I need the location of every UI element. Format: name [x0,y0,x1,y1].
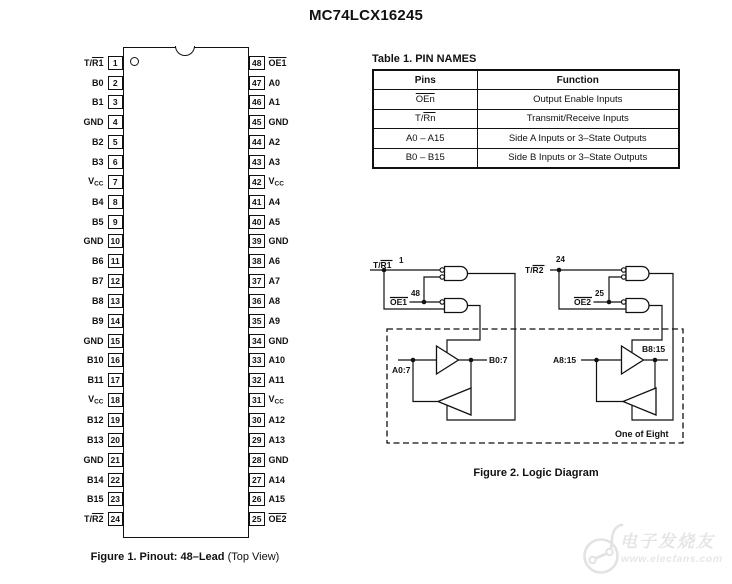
pin-row [249,234,289,249]
pin-row [249,393,284,408]
pin-row [0,75,123,90]
pin-label: A1 [268,97,281,108]
pin-row [249,353,285,368]
pin-number-box: 37 [249,274,265,288]
pin-row [249,174,284,189]
pin-number-box: 2 [108,76,124,90]
oe2-up-wire [609,277,622,302]
pin-number-box: 14 [108,314,124,328]
table1-title: Table 1. PIN NAMES [372,53,477,65]
pin-label: B14 [86,474,104,485]
oe2-label: OE2 [574,297,592,307]
function-cell: Transmit/Receive Inputs [477,109,679,129]
pin-row [249,313,280,328]
pin-row [0,135,123,150]
pin-row [0,492,123,507]
pin-number-box: 11 [108,254,124,268]
pin-label: A13 [268,434,286,445]
pin-row [249,154,280,169]
pin-row [249,214,280,229]
pin-row [249,373,285,388]
pin-label: B12 [86,415,104,425]
pin-number-box: 41 [249,195,265,209]
pin-label: A10 [268,355,286,366]
pin-number-box: 12 [108,274,124,288]
pin-number-box: 23 [108,492,124,506]
pin-number-box: 33 [249,353,265,367]
pin-number-box: 26 [249,492,265,506]
pin-number-box: 22 [108,473,124,487]
pin-label: B15 [86,494,104,505]
pin-label: B8 [91,295,104,306]
pin-label: A11 [268,375,285,386]
pin-number-box: 10 [108,234,124,248]
tr2-label: T/R2 [525,265,544,275]
figure1-caption-normal: (Top View) [224,551,280,563]
pin-number-box: 13 [108,294,124,308]
pin-label: A14 [268,474,286,485]
pin-row [249,333,289,348]
nand-gate [626,299,649,313]
pin-row [0,472,123,487]
pin-label: A15 [268,494,286,505]
pin-number-box: 45 [249,115,265,129]
pin-row [0,55,123,70]
inverter-bubble-icon [440,300,444,304]
pin-number-box: 5 [108,135,124,149]
oe2-pin-number: 25 [595,289,604,298]
pin-number-box: 34 [249,334,265,348]
watermark-url-text: www.elecfans.com [621,553,723,565]
table-row [373,90,679,110]
pin-label: A4 [268,196,281,207]
pin-row [0,174,123,189]
table-header-function: Function [477,70,679,90]
pin-cell: B0 – B15 [373,148,477,168]
inverter-bubble-icon [622,300,626,304]
pin-row [249,135,280,150]
pin-row [0,373,123,388]
pin-number-box: 15 [108,334,124,348]
table-row [373,148,679,168]
pin-row [0,274,123,289]
pin-row [249,472,285,487]
pin-number-box: 46 [249,95,265,109]
pin-number-box: 19 [108,413,124,427]
pin-label: T/R2 [83,514,104,525]
pin-number-box: 17 [108,373,124,387]
pin-label: B4 [91,196,104,207]
pin-label: B3 [91,156,104,167]
pin-number-box: 44 [249,135,265,149]
junction-dots [382,268,474,363]
pin-label: A8 [268,295,281,306]
function-cell: Output Enable Inputs [477,90,679,110]
a815-to-lower-buffer-wire [597,360,624,402]
pin-number-box: 29 [249,433,265,447]
pin-row [0,512,123,527]
pin-number-box: 42 [249,175,265,189]
pin-number-box: 28 [249,453,265,467]
pin-label: VCC [88,176,104,188]
pin-number-box: 9 [108,215,124,229]
tr1-pin-number: 1 [399,256,404,265]
pin-row [0,234,123,249]
pin-names-table [372,69,680,169]
pin-label: OE1 [268,57,287,68]
inverter-bubble-icon [622,275,626,279]
pin-number-box: 21 [108,453,124,467]
pin-label: VCC [268,394,284,406]
pin-label: GND [268,236,289,247]
a07-to-lower-buffer-wire [413,360,438,402]
pin-label: A5 [268,216,281,227]
function-cell: Side B Inputs or 3–State Outputs [477,148,679,168]
pin-number-box: 36 [249,294,265,308]
pin-row [0,393,123,408]
pin-label: B13 [86,434,104,445]
pin-row [0,254,123,269]
pin-row [249,492,285,507]
pin-row [249,75,280,90]
pin-label: GND [268,454,289,465]
oe1-label: OE1 [390,297,408,307]
pin-number-box: 6 [108,155,124,169]
pin-number-box: 16 [108,353,124,367]
pin-number-box: 40 [249,215,265,229]
pin-cell: $T/\overline{Rn}$ [373,109,477,129]
pin-row [249,293,280,308]
pin-label: A7 [268,276,281,287]
pin-row [249,95,280,110]
pin-row [0,413,123,428]
pin-number-box: 35 [249,314,265,328]
pin-label: B6 [91,256,104,267]
pin-label: T/R1 [83,57,104,68]
figure1-caption-bold: Figure 1. Pinout: 48–Lead [90,551,225,563]
pin-number-box: 48 [249,56,265,70]
pin-row [249,194,280,209]
page-title: MC74LCX16245 [308,7,424,24]
pin-label: GND [83,117,104,128]
watermark-chinese-text: 电子发烧友 [620,532,715,551]
pin-row [0,194,123,209]
pin-label: A12 [268,415,286,425]
pin-number-box: 32 [249,373,265,387]
pin-number-box: 8 [108,195,124,209]
b815-label: B8:15 [642,344,666,354]
nand-gate [445,267,468,281]
pin-number-box: 39 [249,234,265,248]
pin-label: VCC [88,394,104,406]
inverter-bubble-icon [440,268,444,272]
pin-label: GND [83,335,104,346]
pin-label: B0 [91,77,104,88]
pin-label: B7 [91,276,104,287]
a07-label: A0:7 [392,365,411,375]
one-of-eight-label: One of Eight [615,429,669,439]
figure2-caption: Figure 2. Logic Diagram [473,467,599,479]
pin-row [249,254,280,269]
pin-number-box: 27 [249,473,265,487]
pin-row [249,452,289,467]
pin-label: A9 [268,315,281,326]
inverter-bubble-icon [440,275,444,279]
pin-number-box: 1 [108,56,124,70]
pin-label: A2 [268,137,281,148]
pin-number-box: 47 [249,76,265,90]
pin-row [0,214,123,229]
pin-label: A3 [268,156,281,167]
oe1-pin-number: 48 [411,289,420,298]
pin-label: B2 [91,137,104,148]
function-cell: Side A Inputs or 3–State Outputs [477,129,679,149]
pin-number-box: 31 [249,393,265,407]
b07-label: B0:7 [489,355,508,365]
buffer-triangle [623,388,656,415]
pin-row [0,293,123,308]
tr2-down-wire [559,270,626,309]
pin1-indicator-icon [130,57,139,66]
table-row [373,109,679,129]
pin-row [0,452,123,467]
figure1-caption [40,551,330,563]
pin-label: B1 [91,97,104,108]
one-of-eight-dashed-box [387,329,683,443]
chip-body [123,47,249,538]
pin-label: B11 [87,375,104,386]
pin-label: GND [83,454,104,465]
tr2-pin-number: 24 [556,255,565,264]
pin-number-box: 38 [249,254,265,268]
pin-label: GND [268,117,289,128]
table-row [373,129,679,149]
pin-row [0,154,123,169]
pin-label: B10 [86,355,104,366]
inverter-bubble-icon [622,268,626,272]
pin-label: A0 [268,77,281,88]
pin-label: B9 [91,315,104,326]
pin-cell: A0 – A15 [373,129,477,149]
pin-cell: $\overline{OEn}$ [373,90,477,110]
pin-row [0,313,123,328]
pin-label: GND [83,236,104,247]
pin-row [249,432,285,447]
tr1-label: T/R1 [373,260,392,270]
pin-label: B5 [91,216,104,227]
buffer-triangle [438,388,471,415]
pin-label: A6 [268,256,281,267]
pin-number-box: 4 [108,115,124,129]
pin-row [0,432,123,447]
pin-row [0,115,123,130]
pin-row [0,95,123,110]
nand-gate [626,267,649,281]
pin-row [249,115,289,130]
pin-number-box: 25 [249,512,265,526]
pin-label: GND [268,335,289,346]
table-header-pins: Pins [373,70,477,90]
pin-number-box: 3 [108,95,124,109]
pin-row [0,353,123,368]
pin-number-box: 20 [108,433,124,447]
pin-number-box: 30 [249,413,265,427]
pin-number-box: 18 [108,393,124,407]
nand-gate [445,299,468,313]
pin-label: VCC [268,176,284,188]
figure2-logic-diagram [370,240,702,470]
a815-label: A8:15 [553,355,577,365]
pin-row [249,512,287,527]
pin-row [249,274,280,289]
pin-row [249,413,285,428]
pin-label: OE2 [268,514,287,525]
oe1-up-wire [424,277,440,302]
pin-row [0,333,123,348]
pin-number-box: 43 [249,155,265,169]
pin-number-box: 7 [108,175,124,189]
pin-row [249,55,287,70]
pin-number-box: 24 [108,512,124,526]
